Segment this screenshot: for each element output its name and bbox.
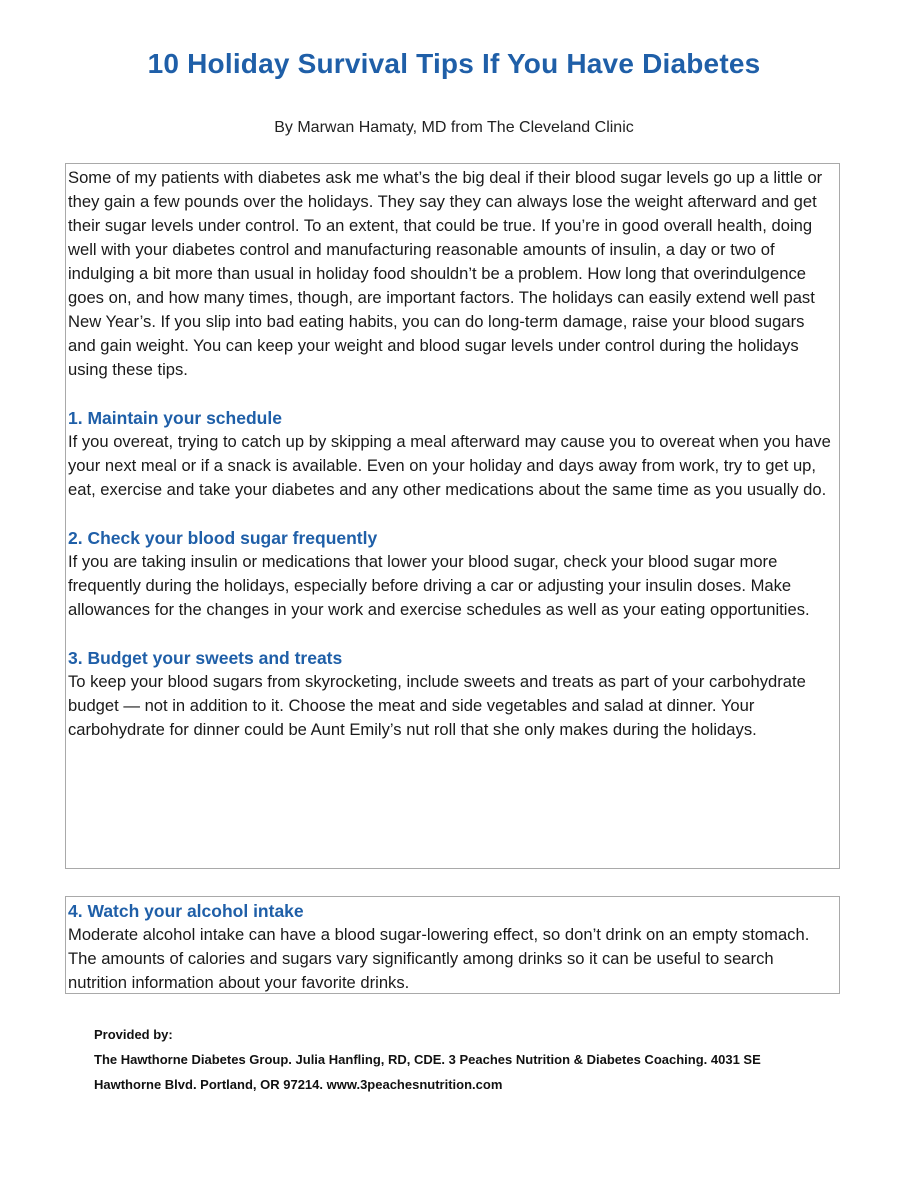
tip-body: Moderate alcohol intake can have a blood sugar-lowering effect, so don’t drink on an empty stomach. The amounts of calories and sugars vary significantly among drinks so it can be useful to search nutrition information about your favorite drinks. xyxy=(68,925,810,992)
tip-section xyxy=(68,899,839,995)
tip-body: To keep your blood sugars from skyrocketing, include sweets and treats as part of your carbohydrate budget — not in addition to it. Choose the meat and side vegetables and salad at dinner. Your carbohydrate for dinner could be Aunt Emily’s nut roll that she only makes during the holidays. xyxy=(68,672,806,739)
tip-heading: 1. Maintain your schedule xyxy=(68,408,282,428)
tip-body: If you overeat, trying to catch up by skipping a meal afterward may cause you to overeat when you have your next meal or if a snack is available. Even on your holiday and days away from work, try to get up, eat, exercise and take your diabetes and any other medications about the same time as you usually do. xyxy=(68,432,831,499)
tip-heading: 3. Budget your sweets and treats xyxy=(68,648,343,668)
provided-by-label: Provided by: xyxy=(94,1027,173,1042)
tip-body: If you are taking insulin or medications that lower your blood sugar, check your blood sugar more frequently during the holidays, especially before driving a car or adjusting your insulin doses. Make allowances for the changes in your work and exercise schedules as well as your eating opportunities. xyxy=(68,552,810,619)
provided-by-footer xyxy=(94,1022,854,1097)
tip-section xyxy=(68,406,839,502)
tip-heading: 4. Watch your alcohol intake xyxy=(68,901,304,921)
tip-heading: 2. Check your blood sugar frequently xyxy=(68,528,378,548)
intro-paragraph: Some of my patients with diabetes ask me what’s the big deal if their blood sugar levels go up a little or they gain a few pounds over the holidays. They say they can always lose the weight afterward and get their sugar levels under control. To an extent, that could be true. If you’re in good overall health, doing well with your diabetes control and manufacturing reasonable amounts of insulin, a day or two of indulging a bit more than usual in holiday food shouldn’t be a problem. How long that overindulgence goes on, and how many times, though, are important factors. The holidays can easily extend well past New Year’s. If you slip into bad eating habits, you can do long-term damage, raise your blood sugars and gain weight. You can keep your weight and blood sugar levels under control during the holidays using these tips. xyxy=(68,168,823,379)
tip-box xyxy=(65,896,840,994)
tip-section xyxy=(68,646,839,742)
provider-line-1: The Hawthorne Diabetes Group. Julia Hanfling, RD, CDE. 3 Peaches Nutrition & Diabetes Coaching. 4031 SE xyxy=(94,1052,761,1067)
byline: By Marwan Hamaty, MD from The Cleveland Clinic xyxy=(274,119,634,136)
provider-line-2: Hawthorne Blvd. Portland, OR 97214. www.3peachesnutrition.com xyxy=(94,1077,503,1092)
tip-section xyxy=(68,526,839,622)
article-box xyxy=(65,163,840,869)
page-title: 10 Holiday Survival Tips If You Have Diabetes xyxy=(147,48,761,79)
